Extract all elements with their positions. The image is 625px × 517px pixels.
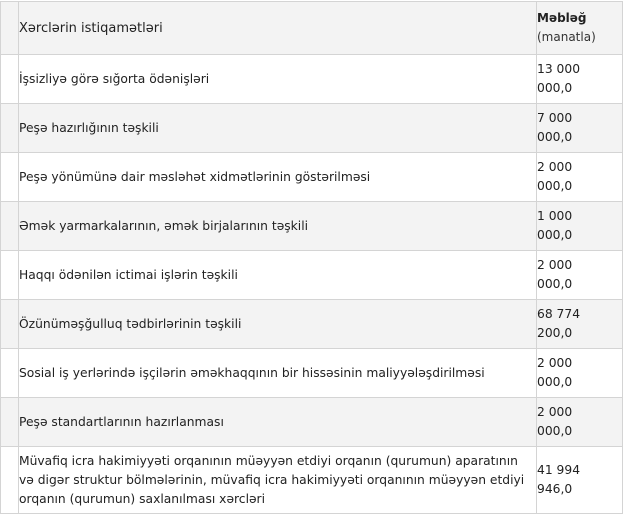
row-amount-line1: 68 774: [537, 307, 581, 321]
row-direction: Peşə yönümünə dair məsləhət xidmətlərinin göstərilməsi: [19, 153, 537, 202]
table-row: [1, 349, 623, 398]
row-amount: [537, 398, 623, 447]
row-amount-line2: 946,0: [537, 482, 573, 496]
row-amount-line1: 1 000: [537, 209, 573, 223]
row-amount: [537, 251, 623, 300]
row-amount-line1: 2 000: [537, 405, 573, 419]
row-index-cell: [1, 447, 19, 514]
row-amount-line1: 2 000: [537, 258, 573, 272]
header-amount: [537, 2, 623, 55]
header-amount-unit: (manatla): [537, 30, 596, 44]
row-amount-line1: 2 000: [537, 160, 573, 174]
table-row: [1, 447, 623, 514]
row-amount: [537, 104, 623, 153]
header-index-cell: [1, 2, 19, 55]
row-amount: [537, 447, 623, 514]
row-amount-line2: 000,0: [537, 424, 573, 438]
row-index-cell: [1, 55, 19, 104]
row-index-cell: [1, 153, 19, 202]
row-index-cell: [1, 398, 19, 447]
row-amount-line2: 000,0: [537, 228, 573, 242]
row-direction: Peşə hazırlığının təşkili: [19, 104, 537, 153]
table-row: [1, 153, 623, 202]
row-amount: [537, 349, 623, 398]
row-amount-line2: 000,0: [537, 179, 573, 193]
row-amount: [537, 153, 623, 202]
table-row: [1, 55, 623, 104]
row-direction: Sosial iş yerlərində işçilərin əməkhaqqının bir hissəsinin maliyyələşdirilməsi: [19, 349, 537, 398]
table-row: [1, 104, 623, 153]
row-amount-line1: 7 000: [537, 111, 573, 125]
row-direction: Müvafiq icra hakimiyyəti orqanının müəyyən etdiyi orqanın (qurumun) aparatının və digər struktur bölmələrinin, müvafiq icra hakimiyyəti orqanının müəyyən etdiyi orqanın (qurumun) saxlanılması xərcləri: [19, 447, 537, 514]
row-direction: Peşə standartlarının hazırlanması: [19, 398, 537, 447]
row-amount-line2: 200,0: [537, 326, 573, 340]
row-amount-line1: 13 000: [537, 62, 581, 76]
row-direction: Özünüməşğulluq tədbirlərinin təşkili: [19, 300, 537, 349]
row-amount: [537, 300, 623, 349]
row-amount: [537, 55, 623, 104]
row-index-cell: [1, 300, 19, 349]
table-row: [1, 202, 623, 251]
row-index-cell: [1, 104, 19, 153]
row-amount-line2: 000,0: [537, 130, 573, 144]
row-amount-line1: 41 994: [537, 463, 581, 477]
table-row: [1, 300, 623, 349]
row-direction: Haqqı ödənilən ictimai işlərin təşkili: [19, 251, 537, 300]
table-header-row: [1, 2, 623, 55]
row-amount-line2: 000,0: [537, 81, 573, 95]
row-direction: İşsizliyə görə sığorta ödənişləri: [19, 55, 537, 104]
row-amount-line2: 000,0: [537, 277, 573, 291]
header-direction: Xərclərin istiqamətləri: [19, 2, 537, 55]
row-index-cell: [1, 251, 19, 300]
row-index-cell: [1, 349, 19, 398]
row-direction: Əmək yarmarkalarının, əmək birjalarının təşkili: [19, 202, 537, 251]
row-amount-line2: 000,0: [537, 375, 573, 389]
expenses-table: [0, 1, 623, 514]
row-index-cell: [1, 202, 19, 251]
row-amount: [537, 202, 623, 251]
table-row: [1, 398, 623, 447]
header-amount-title: Məbləğ: [537, 11, 587, 25]
table-row: [1, 251, 623, 300]
row-amount-line1: 2 000: [537, 356, 573, 370]
